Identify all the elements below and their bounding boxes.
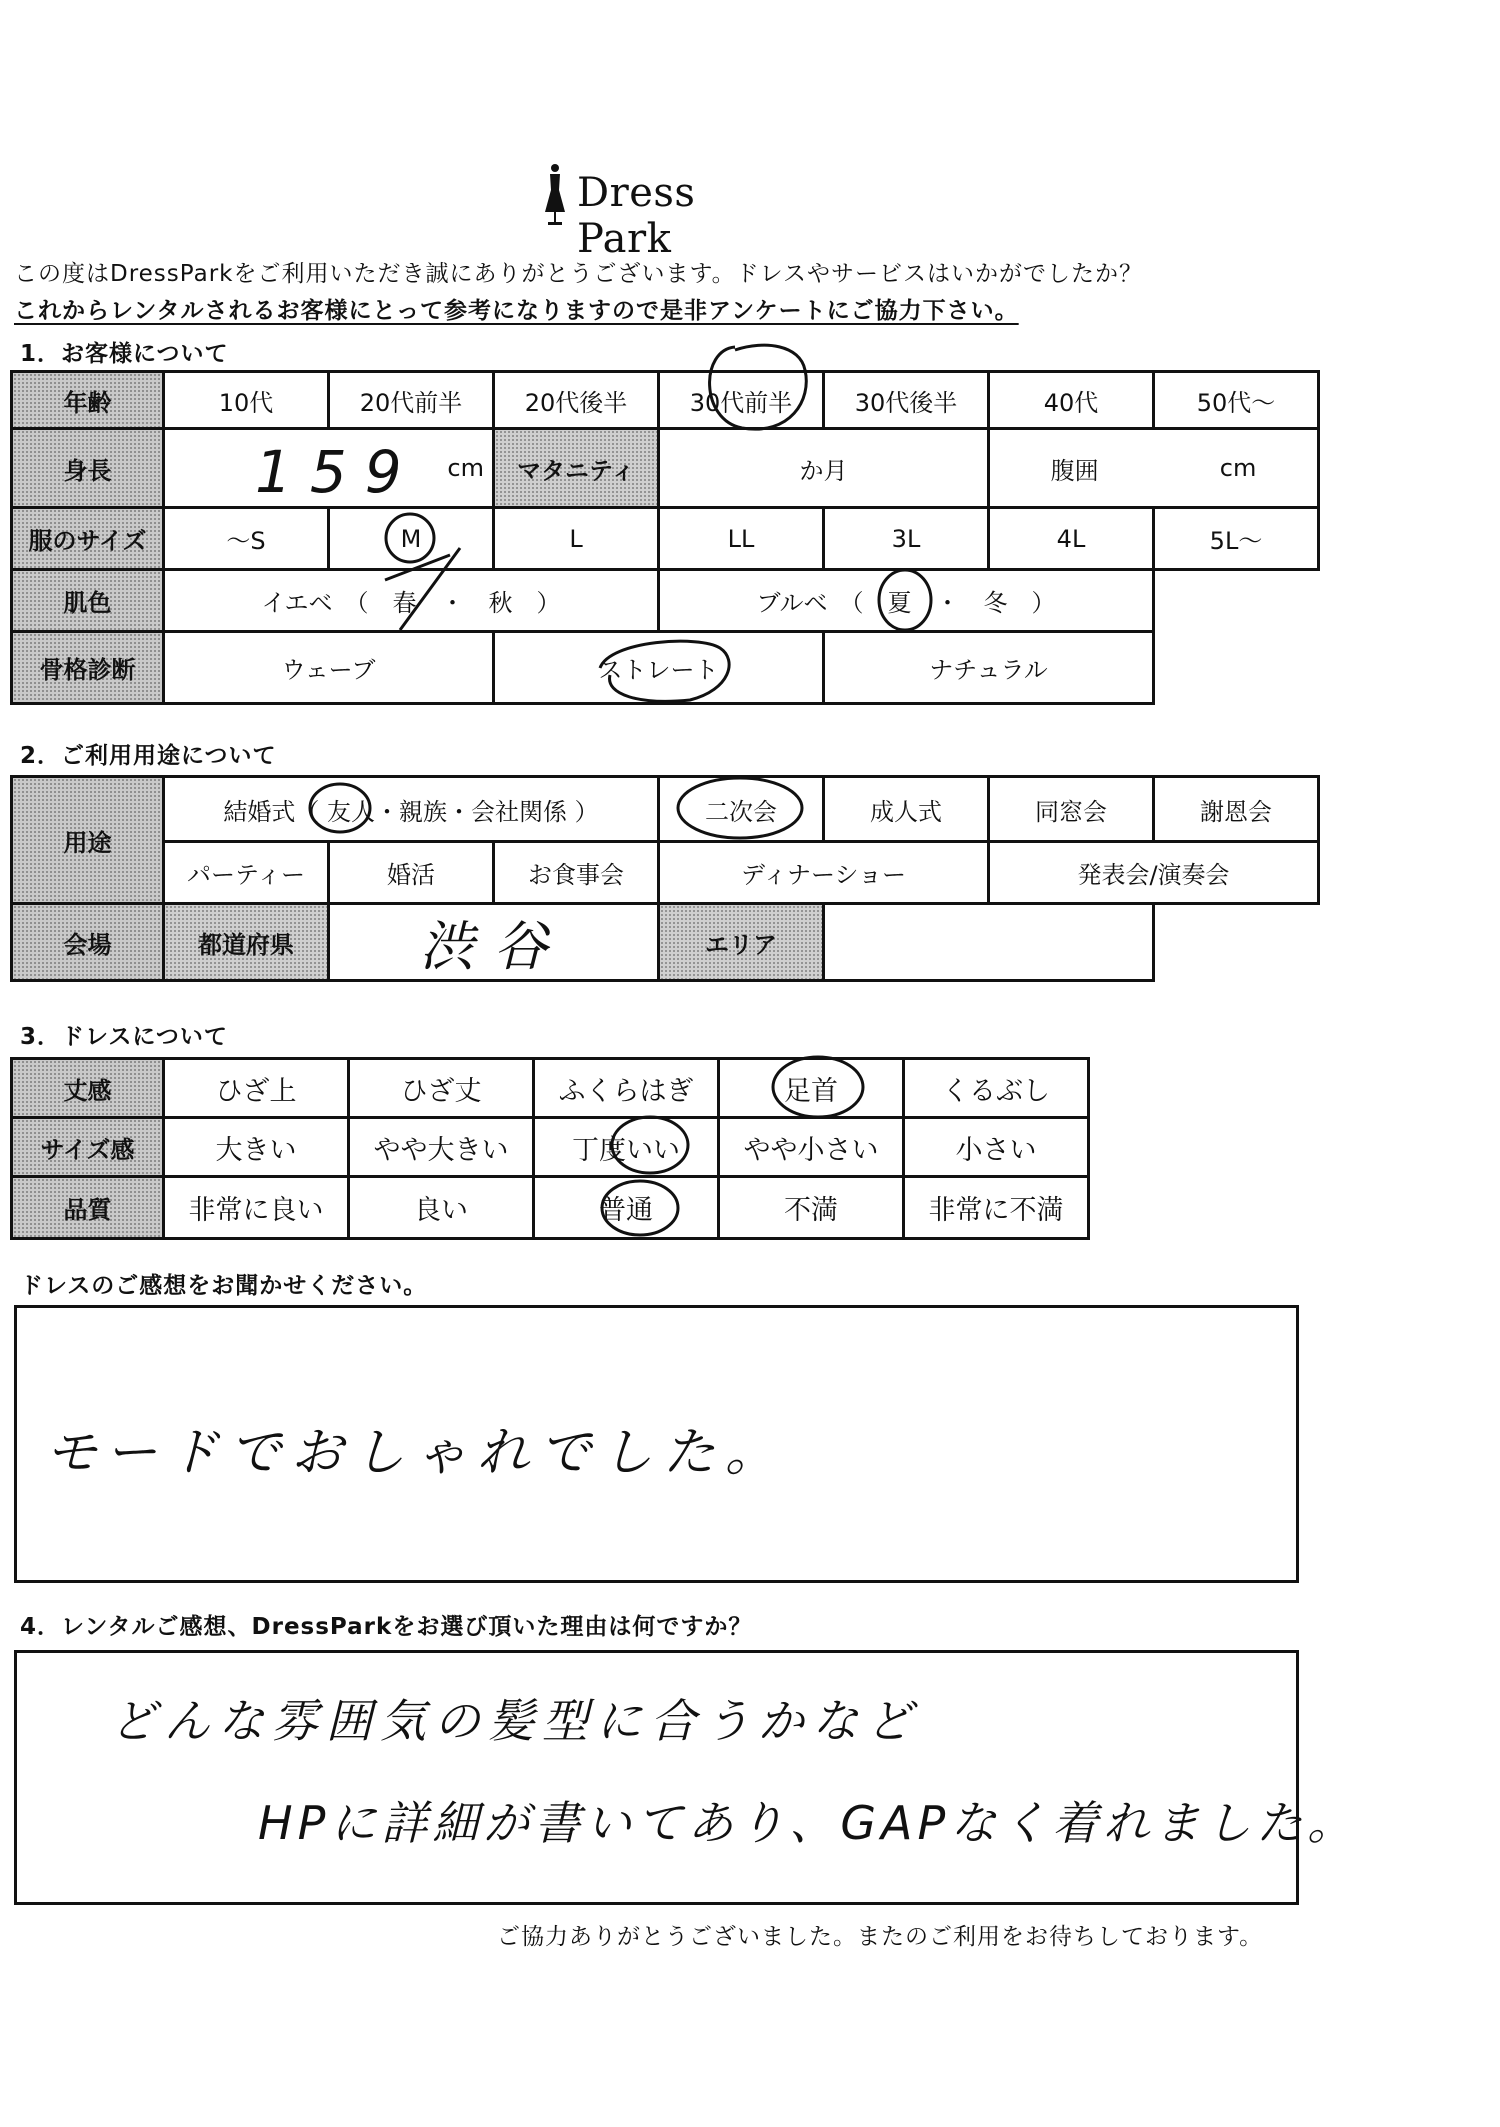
age-option[interactable]: 20代後半	[492, 370, 660, 430]
area-label: エリア	[657, 902, 825, 982]
frame-label: 骨格診断	[10, 630, 165, 705]
fit-option-selected[interactable]: 丁度いい	[532, 1116, 720, 1178]
blue-base-option[interactable]: ブルベ （ 夏 ・ 冬 ）	[657, 568, 1155, 633]
circle-afterparty	[678, 778, 802, 838]
circle-just-right	[612, 1117, 688, 1173]
maternity-label: マタニティ	[492, 427, 660, 509]
purpose-option[interactable]: 謝恩会	[1152, 775, 1320, 843]
waist-unit: cm	[1219, 454, 1257, 482]
size-option-selected[interactable]: M	[327, 506, 495, 571]
purpose-option[interactable]: お食事会	[492, 840, 660, 905]
circle-ankle	[773, 1057, 863, 1117]
purpose-option[interactable]: 婚活	[327, 840, 495, 905]
waist-label: 腹囲	[1050, 456, 1099, 485]
yellow-base-option[interactable]: イエベ （ 春 ・ 秋 ）	[162, 568, 660, 633]
dress-comment: モードでおしゃれでした。	[45, 1423, 787, 1483]
age-option[interactable]: 50代～	[1152, 370, 1320, 430]
fit-option[interactable]: やや小さい	[717, 1116, 905, 1178]
fit-option[interactable]: やや大きい	[347, 1116, 535, 1178]
reason-answer-line2: HPに詳細が書いてあり、GAPなく着れました。	[258, 1796, 1359, 1850]
height-unit: cm	[447, 454, 484, 482]
length-option[interactable]: ひざ上	[162, 1057, 350, 1119]
length-option[interactable]: ひざ丈	[347, 1057, 535, 1119]
fit-label: サイズ感	[10, 1116, 165, 1178]
intro-text: この度はDressParkをご利用いただき誠にありがとうございます。ドレスやサービスはいかがでしたか？	[14, 261, 1143, 287]
purpose-option[interactable]: ディナーショー	[657, 840, 990, 905]
length-option[interactable]: ふくらはぎ	[532, 1057, 720, 1119]
age-option[interactable]: 20代前半	[327, 370, 495, 430]
purpose-option[interactable]: パーティー	[162, 840, 330, 905]
purpose-wedding[interactable]: 結婚式（ 友人・親族・会社関係 ）	[162, 775, 660, 843]
quality-label: 品質	[10, 1175, 165, 1240]
circle-age-30s-early	[710, 345, 807, 429]
purpose-option[interactable]: 同窓会	[987, 775, 1155, 843]
size-option[interactable]: L	[492, 506, 660, 571]
circle-summer	[879, 570, 931, 630]
size-option[interactable]: ～S	[162, 506, 330, 571]
dress-comment-prompt: ドレスのご感想をお聞かせください。	[20, 1273, 428, 1299]
months-unit: か月	[799, 456, 848, 485]
purpose-afterparty-selected[interactable]: 二次会	[657, 775, 825, 843]
fit-option[interactable]: 小さい	[902, 1116, 1090, 1178]
purpose-option[interactable]: 発表会/演奏会	[987, 840, 1320, 905]
age-label: 年齢	[10, 370, 165, 430]
quality-option[interactable]: 良い	[347, 1175, 535, 1240]
section2-title: 2．ご利用用途について	[20, 743, 277, 769]
quality-option-selected[interactable]: 普通	[532, 1175, 720, 1240]
fit-option[interactable]: 大きい	[162, 1116, 350, 1178]
height-label: 身長	[10, 427, 165, 509]
reason-answer-line1: どんな雰囲気の髪型に合うかなど	[110, 1694, 920, 1748]
age-option[interactable]: 40代	[987, 370, 1155, 430]
size-option[interactable]: 5L～	[1152, 506, 1320, 571]
quality-option[interactable]: 非常に不満	[902, 1175, 1090, 1240]
length-option-selected[interactable]: 足首	[717, 1057, 905, 1119]
age-option-selected[interactable]: 30代前半	[657, 370, 825, 430]
purpose-option[interactable]: 成人式	[822, 775, 990, 843]
brand-name: Dress Park	[577, 170, 696, 262]
length-label: 丈感	[10, 1057, 165, 1119]
section4-title: 4．レンタルご感想、DressParkをお選び頂いた理由は何ですか？	[20, 1614, 753, 1640]
frame-option[interactable]: ナチュラル	[822, 630, 1155, 705]
frame-option-selected[interactable]: ストレート	[492, 630, 825, 705]
purpose-label: 用途	[10, 775, 165, 905]
age-option[interactable]: 10代	[162, 370, 330, 430]
prefecture-label: 都道府県	[162, 902, 330, 982]
height-value: 159	[255, 438, 420, 506]
prefecture-value: 渋谷	[419, 914, 568, 978]
footer-thanks: ご協力ありがとうございました。またのご利用をお待ちしております。	[497, 1924, 1264, 1950]
section1-title: 1．お客様について	[20, 341, 229, 367]
circle-friend	[310, 784, 370, 832]
intro-request: これからレンタルされるお客様にとって参考になりますので是非アンケートにご協力下さい。	[14, 298, 1019, 324]
size-label: 服のサイズ	[10, 506, 165, 571]
circle-straight	[600, 641, 729, 701]
size-option[interactable]: 4L	[987, 506, 1155, 571]
venue-label: 会場	[10, 902, 165, 982]
age-option[interactable]: 30代後半	[822, 370, 990, 430]
section3-title: 3．ドレスについて	[20, 1024, 228, 1050]
skin-label: 肌色	[10, 568, 165, 633]
circle-average	[602, 1181, 678, 1235]
quality-option[interactable]: 非常に良い	[162, 1175, 350, 1240]
cross-spring	[385, 548, 460, 630]
size-option[interactable]: 3L	[822, 506, 990, 571]
frame-option[interactable]: ウェーブ	[162, 630, 495, 705]
size-option[interactable]: LL	[657, 506, 825, 571]
circle-size-m	[386, 514, 434, 562]
length-option[interactable]: くるぶし	[902, 1057, 1090, 1119]
quality-option[interactable]: 不満	[717, 1175, 905, 1240]
